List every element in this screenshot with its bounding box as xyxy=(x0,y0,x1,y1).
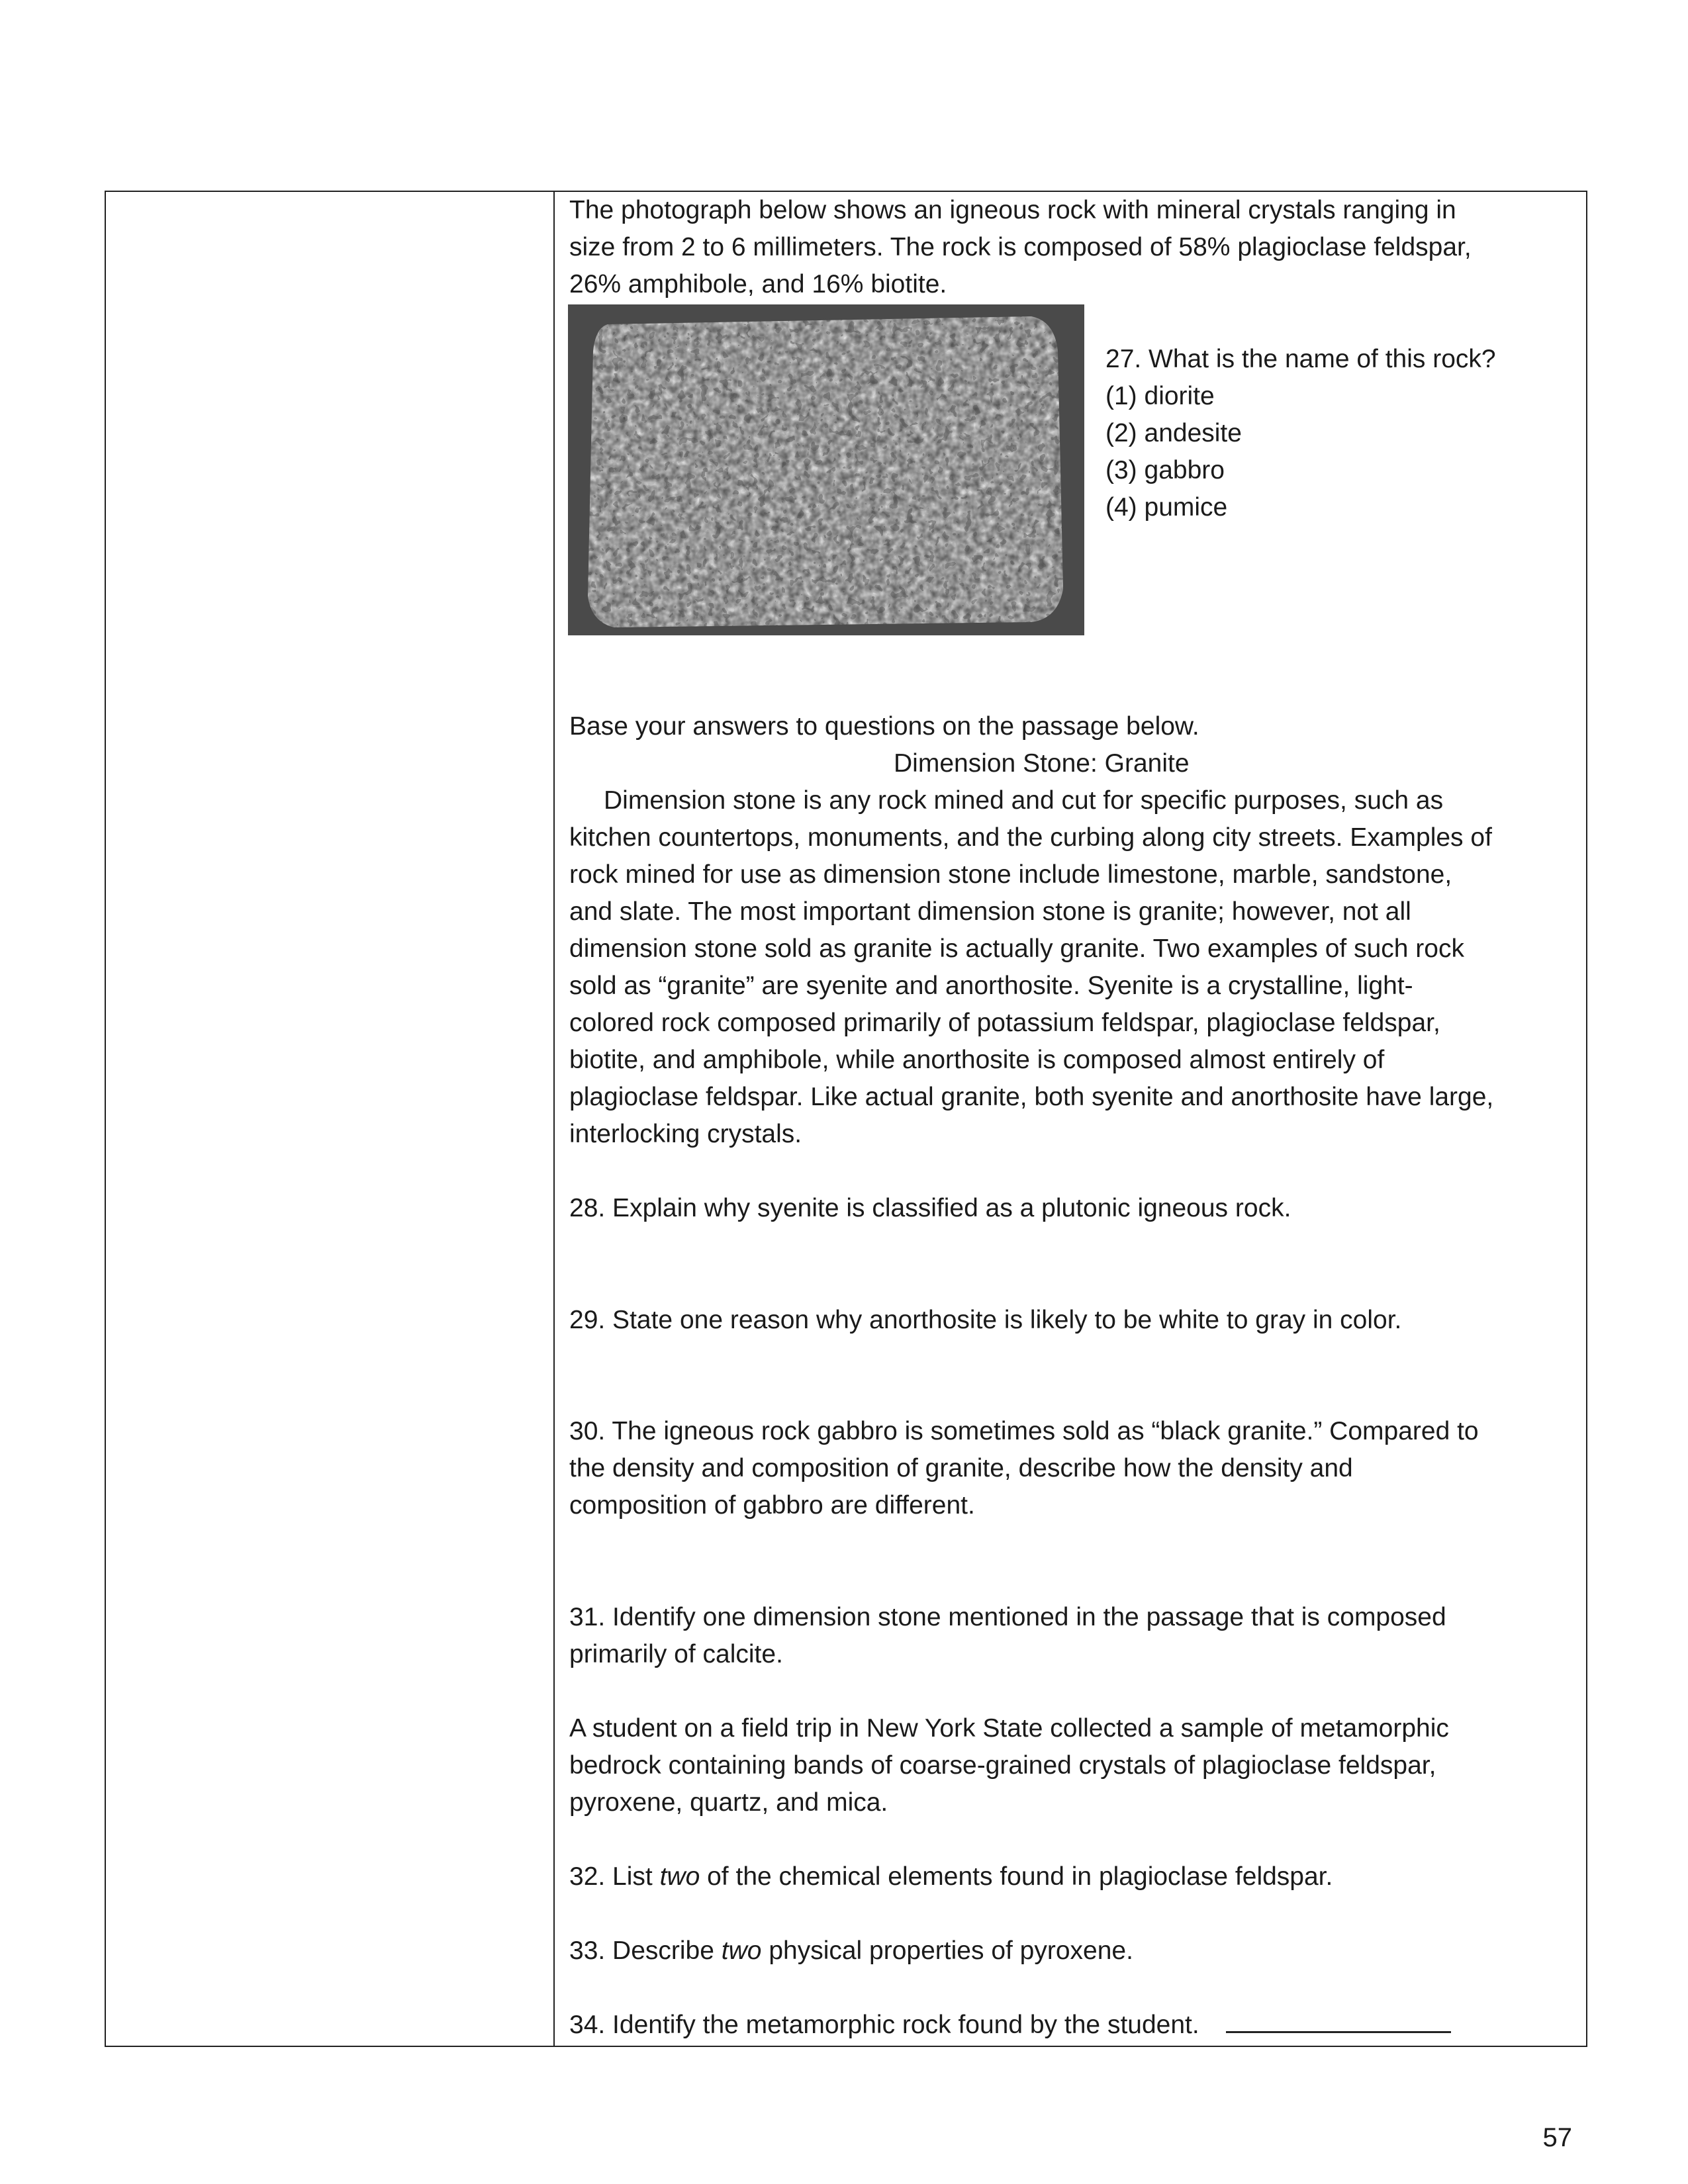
q27-option-4: (4) pumice xyxy=(1105,493,1228,522)
question-33: 33. Describe two physical properties of pyroxene. xyxy=(569,1936,1133,1965)
passage-line-3: rock mined for use as dimension stone include limestone, marble, sandstone, xyxy=(569,860,1452,889)
question-27 xyxy=(1105,341,1496,526)
answer-blank[interactable] xyxy=(1226,2007,1451,2033)
passage-title: Dimension Stone: Granite xyxy=(894,749,1190,778)
passage-line-6: sold as “granite” are syenite and anorthosite. Syenite is a crystalline, light- xyxy=(569,972,1413,1000)
question-34: 34. Identify the metamorphic rock found by the student. xyxy=(569,2007,1575,2044)
q27-option-1: (1) diorite xyxy=(1105,382,1215,410)
question-28: 28. Explain why syenite is classified as a plutonic igneous rock. xyxy=(569,1194,1291,1222)
page-number: 57 xyxy=(1542,2123,1572,2152)
question-30-line-2: the density and composition of granite, describe how the density and xyxy=(569,1454,1353,1482)
intro-line-1: The photograph below shows an igneous rock with mineral crystals ranging in xyxy=(569,196,1456,224)
question-31-line-1: 31. Identify one dimension stone mentioned in the passage that is composed xyxy=(569,1603,1446,1631)
left-column xyxy=(106,192,555,2046)
intro-line-3: 26% amphibole, and 16% biotite. xyxy=(569,270,947,298)
q27-question: 27. What is the name of this rock? xyxy=(1105,345,1496,373)
student-intro-line-3: pyroxene, quartz, and mica. xyxy=(569,1788,888,1817)
passage-line-10: interlocking crystals. xyxy=(569,1120,802,1148)
passage-line-9: plagioclase feldspar. Like actual granite, both syenite and anorthosite have large, xyxy=(569,1083,1494,1111)
passage-line-1: Dimension stone is any rock mined and cut for specific purposes, such as xyxy=(604,786,1444,815)
q27-option-2: (2) andesite xyxy=(1105,419,1242,447)
question-30-line-1: 30. The igneous rock gabbro is sometimes sold as “black granite.” Compared to xyxy=(569,1417,1479,1445)
student-intro-line-1: A student on a field trip in New York State collected a sample of metamorphic xyxy=(569,1714,1449,1743)
rock-photograph xyxy=(568,304,1084,635)
passage-line-2: kitchen countertops, monuments, and the curbing along city streets. Examples of xyxy=(569,823,1492,852)
passage-line-5: dimension stone sold as granite is actually granite. Two examples of such rock xyxy=(569,934,1464,963)
passage-line-4: and slate. The most important dimension stone is granite; however, not all xyxy=(569,897,1411,926)
passage-line-8: biotite, and amphibole, while anorthosite is composed almost entirely of xyxy=(569,1046,1385,1074)
q27-option-3: (3) gabbro xyxy=(1105,456,1225,484)
question-29: 29. State one reason why anorthosite is likely to be white to gray in color. xyxy=(569,1306,1402,1334)
speckled-rock-image xyxy=(568,304,1084,635)
intro-line-2: size from 2 to 6 millimeters. The rock is composed of 58% plagioclase feldspar, xyxy=(569,233,1472,261)
worksheet-table xyxy=(105,191,1587,2047)
question-31-line-2: primarily of calcite. xyxy=(569,1640,783,1668)
student-intro-line-2: bedrock containing bands of coarse-grained crystals of plagioclase feldspar, xyxy=(569,1751,1436,1780)
passage-line-7: colored rock composed primarily of potassium feldspar, plagioclase feldspar, xyxy=(569,1009,1440,1037)
question-32: 32. List two of the chemical elements found in plagioclase feldspar. xyxy=(569,1862,1333,1891)
content-column xyxy=(556,192,1586,2046)
question-30-line-3: composition of gabbro are different. xyxy=(569,1491,975,1520)
passage-instruction: Base your answers to questions on the passage below. xyxy=(569,712,1199,741)
